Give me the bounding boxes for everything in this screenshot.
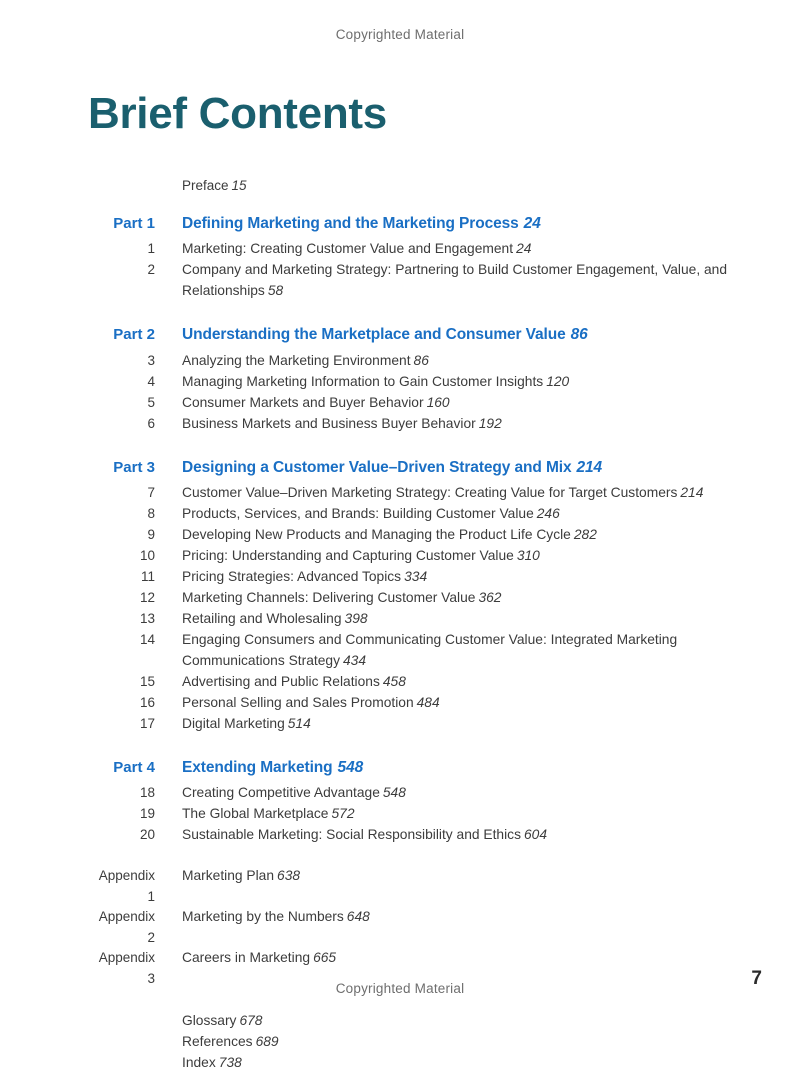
chapter-row [88,588,728,609]
chapter-title: Marketing: Creating Customer Value and Engagement [182,241,514,257]
chapter-entry [182,567,728,588]
chapter-page: 484 [416,694,440,710]
page-title: Brief Contents [88,89,387,139]
chapter-entry [182,672,728,693]
chapter-title: Developing New Products and Managing the Product Life Cycle [182,527,571,543]
chapter-entry [182,483,728,504]
preface-row [88,178,728,193]
chapter-page: 572 [331,806,355,822]
backmatter-entry [182,1053,728,1074]
chapter-title: The Global Marketplace [182,806,329,822]
chapter-title: Advertising and Public Relations [182,673,380,689]
chapter-row [88,783,728,804]
appendix-entry [182,948,728,969]
chapter-row [88,525,728,546]
chapter-number: 17 [139,715,155,731]
chapter-number: 14 [139,631,155,647]
page-number: 7 [751,968,762,989]
chapter-number: 20 [139,827,155,843]
running-head-top: Copyrighted Material [335,27,465,42]
chapter-title: Consumer Markets and Buyer Behavior [182,394,424,410]
part-title: Extending Marketing [182,758,333,776]
appendix-title: Marketing Plan [182,868,275,884]
running-head-bottom: Copyrighted Material [335,981,465,996]
chapter-page: 246 [536,506,560,522]
preface-label: Preface [182,178,229,193]
backmatter-row [88,1011,728,1032]
chapter-entry [182,239,728,260]
chapter-number: 15 [139,673,155,689]
chapter-page: 24 [516,241,532,257]
appendix-page: 648 [346,909,370,925]
backmatter-row [88,1032,728,1053]
part-title: Understanding the Marketplace and Consumer Value [182,326,566,344]
chapter-page: 120 [546,373,570,389]
backmatter-title: Glossary [182,1013,237,1029]
chapter-number: 11 [140,569,155,585]
appendix-container [88,866,728,989]
chapter-title: Pricing Strategies: Advanced Topics [182,569,402,585]
chapter-entry [182,393,728,414]
chapter-number: 9 [147,527,155,543]
chapter-number: 3 [147,352,155,368]
backmatter-container [88,1011,728,1074]
chapter-entry [182,693,728,714]
chapter-page: 362 [478,590,502,606]
chapter-number: 8 [147,506,155,522]
part-number: Part 2 [113,326,155,344]
chapter-row [88,714,728,735]
chapter-page: 86 [413,352,429,368]
part-entry [182,213,728,235]
chapter-title: Analyzing the Marketing Environment [182,352,411,368]
chapter-row [88,414,728,435]
chapter-page: 604 [523,827,547,843]
chapter-row [88,504,728,525]
appendix-title: Marketing by the Numbers [182,909,344,925]
chapter-row [88,546,728,567]
chapter-entry [182,609,728,630]
chapter-page: 334 [404,569,428,585]
chapter-title: Digital Marketing [182,715,285,731]
backmatter-entry [182,1011,728,1032]
appendix-row [88,866,728,907]
chapter-row [88,609,728,630]
chapter-page: 160 [426,394,450,410]
appendix-entry [182,907,728,928]
part-number: Part 3 [113,458,155,476]
chapter-page: 214 [680,485,704,501]
appendix-page: 665 [313,950,337,966]
chapter-number: 19 [139,806,155,822]
chapter-entry [182,525,728,546]
chapter-title: Engaging Consumers and Communicating Customer Value: Integrated Marketing Communications Strategy [182,631,678,668]
chapter-page: 192 [478,415,502,431]
backmatter-title: References [182,1034,253,1050]
preface-entry [182,178,728,193]
preface-page: 15 [231,178,247,193]
chapter-number: 10 [139,548,155,564]
part-page: 24 [523,215,541,232]
chapter-entry [182,546,728,567]
chapter-title: Personal Selling and Sales Promotion [182,694,414,710]
part-page: 86 [570,326,588,344]
part-entry [182,324,728,346]
chapter-number: 1 [147,241,155,257]
part-page: 214 [576,458,603,476]
backmatter-row [88,1053,728,1074]
chapter-entry [182,260,728,302]
chapter-entry [182,630,728,672]
chapter-row [88,693,728,714]
chapter-number: 6 [147,415,155,431]
chapter-row [88,260,728,302]
part-spacer [88,735,728,749]
part-heading-row [88,324,728,346]
parts-container [88,213,728,846]
chapter-row [88,239,728,260]
chapter-number: 5 [147,394,155,410]
part-title: Defining Marketing and the Marketing Process [182,215,519,232]
chapter-row [88,567,728,588]
chapter-title: Company and Marketing Strategy: Partnering to Build Customer Engagement, Value, and Relationships [182,262,728,299]
chapter-page: 398 [344,611,368,626]
chapter-title: Products, Services, and Brands: Building Customer Value [182,506,534,522]
chapter-entry [182,414,728,435]
chapter-entry [182,504,728,525]
backmatter-page: 678 [239,1013,263,1029]
part-heading-row [88,213,728,235]
backmatter-page: 738 [218,1055,242,1071]
part-spacer [88,435,728,449]
backmatter-entry [182,1032,728,1053]
backmatter-page: 689 [255,1034,279,1050]
chapter-title: Managing Marketing Information to Gain Customer Insights [182,373,544,389]
part-title: Designing a Customer Value–Driven Strategy and Mix [182,458,572,476]
chapter-entry [182,588,728,609]
chapter-entry [182,372,728,393]
chapter-number: 7 [147,485,155,501]
part-number: Part 1 [113,215,155,232]
chapter-entry [182,351,728,372]
part-number: Part 4 [113,758,155,776]
chapter-page: 58 [267,283,284,299]
chapter-page: 310 [516,548,540,564]
part-heading-row [88,757,728,779]
backmatter-title: Index [182,1055,216,1071]
table-of-contents [88,178,728,1074]
chapter-title: Sustainable Marketing: Social Responsibility and Ethics [182,827,521,843]
chapter-title: Pricing: Understanding and Capturing Customer Value [182,548,514,564]
appendix-number: Appendix 3 [98,950,155,986]
chapter-number: 12 [139,590,155,606]
chapter-row [88,804,728,825]
chapter-title: Customer Value–Driven Marketing Strategy: Creating Value for Target Customers [182,485,678,501]
chapter-entry [182,804,728,825]
appendix-title: Careers in Marketing [182,950,311,966]
part-entry [182,457,728,479]
chapter-entry [182,825,728,846]
chapter-page: 282 [573,527,597,543]
chapter-number: 18 [139,785,155,801]
chapter-row [88,672,728,693]
chapter-number: 16 [139,694,155,710]
chapter-title: Business Markets and Business Buyer Behavior [182,415,476,431]
part-spacer [88,302,728,316]
chapter-page: 514 [287,715,311,731]
part-entry [182,757,728,779]
chapter-title: Creating Competitive Advantage [182,785,380,801]
chapter-row [88,483,728,504]
chapter-title: Marketing Channels: Delivering Customer Value [182,590,476,606]
appendix-number: Appendix 2 [98,909,155,945]
chapter-row [88,825,728,846]
chapter-row [88,351,728,372]
chapter-row [88,630,728,672]
chapter-page: 458 [382,673,406,689]
appendix-number: Appendix 1 [98,868,155,904]
part-page: 548 [337,758,364,776]
chapter-entry [182,783,728,804]
chapter-entry [182,714,728,735]
chapter-row [88,372,728,393]
appendix-row [88,907,728,948]
appendix-page: 638 [277,868,301,884]
part-heading-row [88,457,728,479]
chapter-page: 548 [382,785,406,801]
chapter-title: Retailing and Wholesaling [182,611,342,626]
chapter-number: 2 [147,262,155,278]
appendix-entry [182,866,728,887]
chapter-page: 434 [342,652,366,668]
chapter-row [88,393,728,414]
chapter-number: 4 [147,373,155,389]
chapter-number: 13 [139,611,155,626]
